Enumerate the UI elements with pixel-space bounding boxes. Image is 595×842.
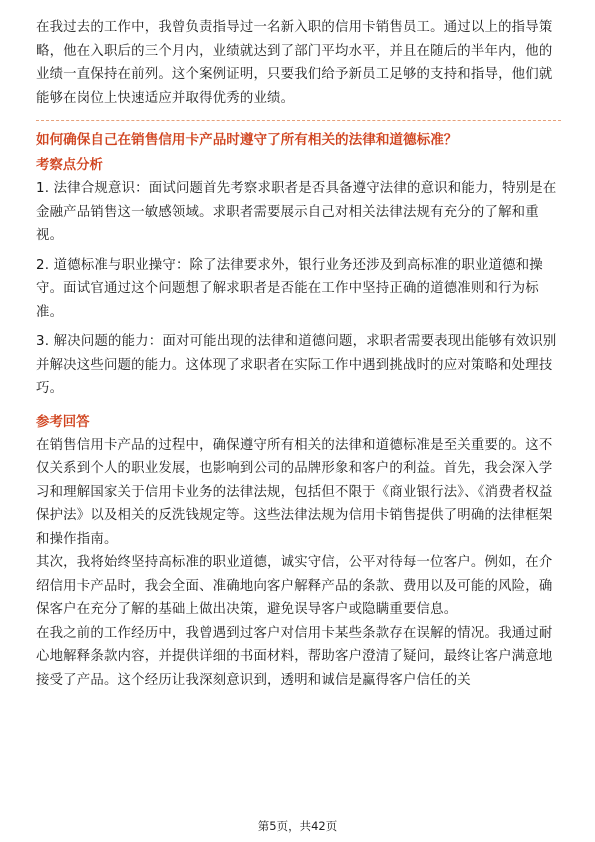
question-heading: 如何确保自己在销售信用卡产品时遵守了所有相关的法律和道德标准？ — [36, 132, 458, 148]
answer-heading: 参考回答 — [36, 414, 90, 430]
section-divider — [36, 120, 561, 121]
analysis-heading: 考察点分析 — [36, 158, 103, 173]
analysis-item: 3. 解决问题的能力：面对可能出现的法律和道德问题，求职者需要表现出能够有效识别并解决这些问题的能力。这体现了求职者在实际工作中遇到挑战时的应对策略和处理技巧。 — [36, 334, 557, 396]
answer-paragraph: 在我之前的工作经历中，我曾遇到过客户对信用卡某些条款存在误解的情况。我通过耐心地解释条款内容，并提供详细的书面材料，帮助客户澄清了疑问，最终让客户满意地接受了产品。这个经历让我深刻意识到，透明和诚信是赢得客户信任的关 — [36, 625, 553, 688]
page-number: 第5页，共42页 — [257, 819, 338, 833]
intro-paragraph: 在我过去的工作中，我曾负责指导过一名新入职的信用卡销售员工。通过以上的指导策略，他在入职后的三个月内，业绩就达到了部门平均水平，并且在随后的半年内，他的业绩一直保持在前列。这个案例证明，只要我们给予新员工足够的支持和指导，他们就能够在岗位上快速适应并取得优秀的业绩。 — [36, 20, 553, 106]
answer-paragraph: 在销售信用卡产品的过程中，确保遵守所有相关的法律和道德标准是至关重要的。这不仅关系到个人的职业发展，也影响到公司的品牌形象和客户的利益。首先，我会深入学习和理解国家关于信用卡业务的法律法规，包括但不限于《商业银行法》、《消费者权益保护法》以及相关的反洗钱规定等。这些法律法规为信用卡销售提供了明确的法律框架和操作指南。 — [36, 437, 553, 547]
answer-paragraph: 其次，我将始终坚持高标准的职业道德，诚实守信，公平对待每一位客户。例如，在介绍信用卡产品时，我会全面、准确地向客户解释产品的条款、费用以及可能的风险，确保客户在充分了解的基础上做出决策，避免误导客户或隐瞒重要信息。 — [36, 555, 553, 617]
analysis-item: 1. 法律合规意识：面试问题首先考察求职者是否具备遵守法律的意识和能力，特别是在金融产品销售这一敏感领域。求职者需要展示自己对相关法律法规有充分的了解和重视。 — [36, 181, 557, 243]
analysis-item: 2. 道德标准与职业操守：除了法律要求外，银行业务还涉及到高标准的职业道德和操守。面试官通过这个问题想了解求职者是否能在工作中坚持正确的道德准则和行为标准。 — [36, 257, 543, 320]
